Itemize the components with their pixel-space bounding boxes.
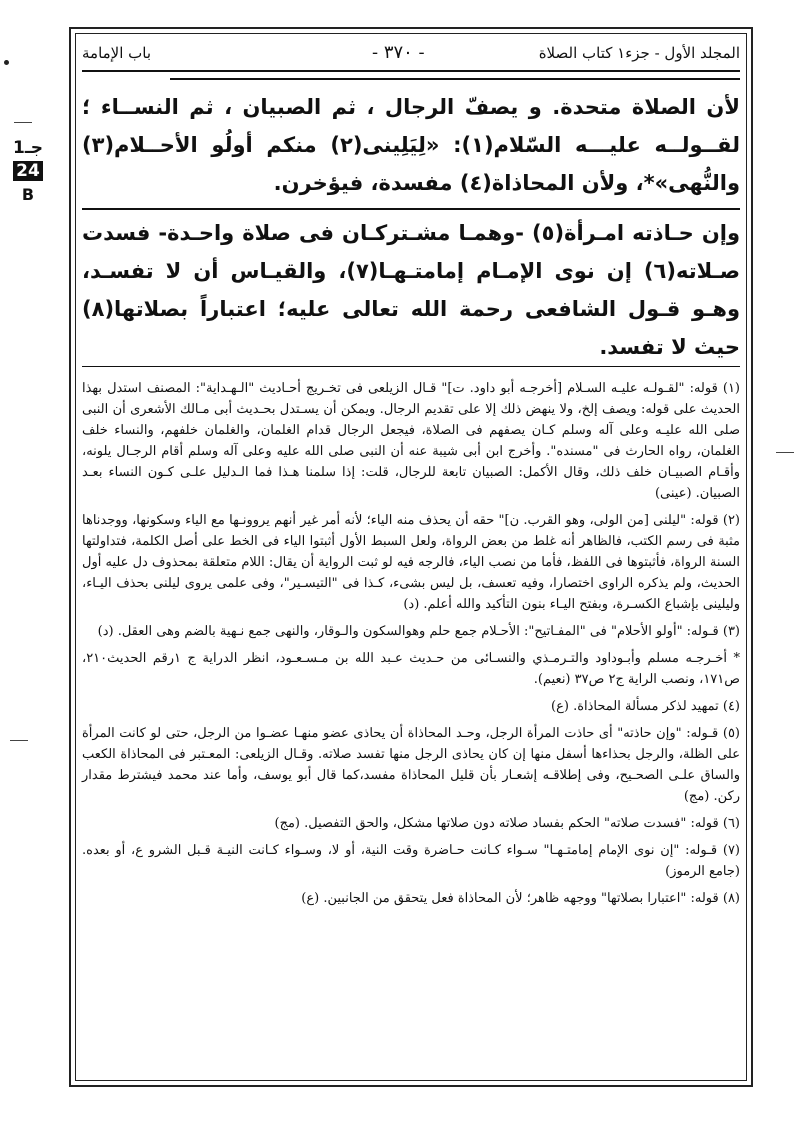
- footnote: * أخـرجـه مسلم وأبـوداود والتـرمـذي والنسـائى من حـديث عـبد الله بن مـسـعـود، انظر الدراية ج ١رقم الحديث٢١٠، ص١٧١، ونصب الراية ج٢ ص٣٧ (نعيم).: [82, 651, 740, 687]
- main-paragraph: لأن الصلاة متحدة. و يصفّ الرجال ، ثم الصبيان ، ثم النســاء ؛ لقــولــه عليـــه السّلام(١): «لِيَلِينى(٢) منكم أولُو الأحــلام(٣) والنُّهى»*، ولأن المحاذاة(٤) مفسدة، فيؤخرن.: [82, 95, 740, 195]
- main-text-block-2: [82, 214, 740, 366]
- footnote: (٣) قـوله: "أولو الأحلام" فى "المفـاتيح": الأحـلام جمع حلم وهوالسكون والـوقار، والنهى جمع نـهية بالضم وهى العقل. (د): [97, 624, 740, 639]
- footnote: (٧) قـوله: "إن نوى الإمام إمامتـهـا" سـواء كـانت حـاضرة وقت النية، أو لا، وسـواء كـانت النيـة قـبل الشرو ع، أو بعده. (جامع الرموز): [82, 843, 740, 879]
- footnote: (١) قوله: "لقـولـه عليـه السـلام [أخرجـه أبو داود. ت]" قـال الزيلعى فى تخـريج أحـاديث "الـهـداية": المصنف استدل بهذا الحديث على قوله: ويصف إلخ، ولا ينهض ذلك إلا على تقديم الرجال. ويمكن أن يسـتدل بحـديث أبى مـالك الأشعرى أن النبى صلى الله عليـه وعلى آله وسلم كـان يصفهم فى الصلاة، فيجعل الرجال قدام الغلمان، والغلمان خلفهم، والنساء خلف الغلمان، رواه الحارث فى "مسنده". وأخرج ابن أبى شيبة عنه أن النبى صلى الله عليه وعلى آله وسلم أقام الرجـال يلونه، وأقـام الصبيـان خلف ذلك، وقال الأكمل: الصبيان تابعة للرجال، قلت: إذا سلمنا هـذا فما الـدليل علـى كـون النساء بعـد الصبيان. (عينى): [82, 381, 740, 501]
- margin-volume: جـ1: [13, 138, 43, 158]
- scan-mark: [4, 60, 9, 65]
- footnote: (٤) تمهيد لذكر مسألة المحاذاة. (ع): [551, 699, 740, 714]
- scan-mark: [14, 122, 32, 123]
- footnotes: [82, 378, 740, 915]
- margin-number: 24: [13, 161, 43, 181]
- section-rule: [82, 208, 740, 210]
- page-number: - ٣٧٠ -: [372, 42, 425, 63]
- scan-mark: [776, 452, 794, 453]
- footnote: (٢) قوله: "ليلنى [من الولى، وهو القرب. ن]" حقه أن يحذف منه الياء؛ لأنه أمر غير أنهم يروونـها مع الياء وسكونها، ووجدناها مثبة فى رسم الكتب، فالظاهر أنه غلط من بعض الرواة، ولعل السبط الأول أثبتوا الياء فى الخط على أصل الكلمة، فتداولتها السنة الرواة، فأثبتوها فى اللفظ، فأما من نصب الياء، فالرجه فيه لو ثبت الرواية أن يقال: اللام متعلقة بمحذوف دل عليه أول الحديث، ولم يذكره الراوى اختصارا، وفيه تعسف، بل ليس بشىء، كـذا فى "التيسـير"، وفى علمى يروى ليلنى بحذف اليـاء، وليلينى بإشباع الكسـرة، وبفتح اليـاء بنون التأكيد والله أعلم. (د): [82, 513, 740, 612]
- header-chapter: باب الإمامة: [82, 44, 152, 62]
- header-rule: [82, 70, 740, 72]
- footnote: (٦) قوله: "فسدت صلاته" الحكم بفساد صلاته دون صلاتها مشكل، والحق التفصيل. (مج): [274, 816, 740, 831]
- page-header: [82, 42, 740, 68]
- footnote: (٨) قوله: "اعتبارا بصلاتها" ووجهه ظاهر؛ لأن المحاذاة فعل يتحقق من الجانبين. (ع): [301, 891, 740, 906]
- header-sub-rule: [170, 78, 740, 80]
- footnote: (٥) قـوله: "وإن حاذته" أى حاذت المرأة الرجل، وحـد المحاذاة أن يحاذى عضو منهـا عضـوا من الرجل، حتى لو كانت المرأة على الظلة، والرجل بحذاءها أسفل منها إن كان يحاذى الرجل منها تفسد صلاته. وقـال الزيلعى: المعـتبر فى المحاذاة الكعب والساق علـى الصحـيح، وفى إطلاقـه إشعـار بأن قليل المحاذاة مفسد،كما قال أبو يوسف، وأما عند محمد فيشترط مقدار ركن. (مج): [82, 726, 740, 804]
- margin-side: B: [21, 185, 35, 204]
- footnote-rule: [82, 366, 740, 367]
- header-volume-title: المجلد الأول - جزء١ كتاب الصلاة: [538, 44, 740, 62]
- margin-reference: [8, 138, 48, 204]
- main-paragraph: وإن حـاذته امـرأة(٥) -وهمـا مشـتركـان فى صلاة واحـدة- فسدت صـلاته(٦) إن نوى الإمـام إمامتـهـا(٧)، والقيـاس أن لا تفسـد، وهـو قـول الشافعى رحمة الله تعالى عليه؛ اعتباراً بصلاتها(٨) حيث لا تفسد.: [82, 221, 741, 359]
- main-text-block-1: [82, 88, 740, 202]
- scan-mark: [10, 740, 28, 741]
